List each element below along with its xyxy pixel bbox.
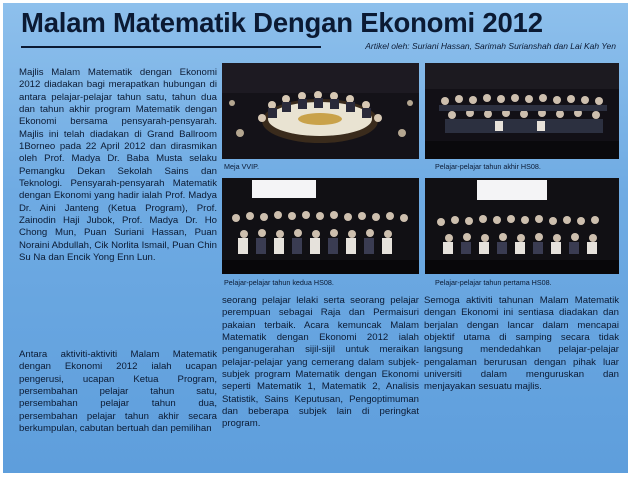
body-paragraph-intro: Majlis Malam Matematik dengan Ekonomi 2012 diadakan bagi merapatkan hubungan di antara pelajar-pelajar tahun satu, tahun dua dan tahun akhir program Matematik dengan Ekonomi bersama pensyarah-pensyarah. Majlis ini telah diadakan di Grand Ballroom 1Borneo pada 22 April 2012 dan dirasmikan oleh Prof. Madya Dr. Baba Musta selaku Pemangku Dekan Sekolah Sains dan Teknologi. Pensyarah-pensyarah Matematik dengan Ekonomi yang hadir ialah Prof. Madya Dr. Aini Janteng (Ketua Program), Prof. Zainodin Haji Jubok, Prof. Madya Dr. Ho Chong Mun, Puan Suriani Hassan, Puan Noraini Abdullah, Cik Norlita Ismail, Puan Chin Su Na dan Encik Yong Enn Lun.	[19, 67, 217, 264]
article-panel	[3, 3, 628, 473]
photo-caption-second-year: Pelajar-pelajar tahun kedua HS08.	[224, 278, 334, 287]
body-paragraph-closing: Semoga aktiviti tahunan Malam Matematik dengan Ekonomi ini sentiasa diadakan dan berjalan dengan lancar dalam mencapai objektif utama di samping secara tidak langsung mendedahkan pelajar-pelajar pengalaman berurusan dengan pihak luar universiti dalam menguruskan dan menjayakan sesuatu majlis.	[424, 295, 619, 393]
photo-first-year-students	[425, 178, 619, 274]
photo-second-year-students	[222, 178, 419, 274]
photo-caption-first-year: Pelajar-pelajar tahun pertama HS08.	[435, 278, 552, 287]
photo-final-year-students	[425, 63, 619, 159]
photo-caption-final-year: Pelajar-pelajar tahun akhir HS08.	[435, 162, 541, 171]
article-byline: Artikel oleh: Suriani Hassan, Sarimah Surianshah dan Lai Kah Yen	[365, 41, 616, 51]
photo-caption-vvip: Meja VVIP.	[224, 162, 260, 171]
photo-vvip-table	[222, 63, 419, 159]
body-paragraph-activities: Antara aktiviti-aktiviti Malam Matematik dengan Ekonomi 2012 ialah ucapan pengerusi, ucapan Ketua Program, persembahan pelajar tahun satu, persembahan pelajar tahun dua, persembahan pelajar tahun akhir secara berkumpulan, cabutan bertuah dan pemilihan	[19, 349, 217, 435]
article-title: Malam Matematik Dengan Ekonomi 2012	[21, 7, 543, 38]
title-underline	[21, 46, 321, 48]
body-paragraph-highlight: seorang pelajar lelaki serta seorang pelajar perempuan sebagai Raja dan Permaisuri pakaian terbaik. Acara kemuncak Malam Matematik dengan Ekonomi 2012 ialah penganugerahan sijil-sijil untuk meraikan pelajar-pelajar yang cemerang dalam subjek-subjek program Matematik dengan Ekonomi seperti Matematik 1, Matematik 2, Analisis Statistik, Sains Keputusan, Pengoptimuman dan beberapa subjek lain di peringkat program.	[222, 295, 419, 430]
